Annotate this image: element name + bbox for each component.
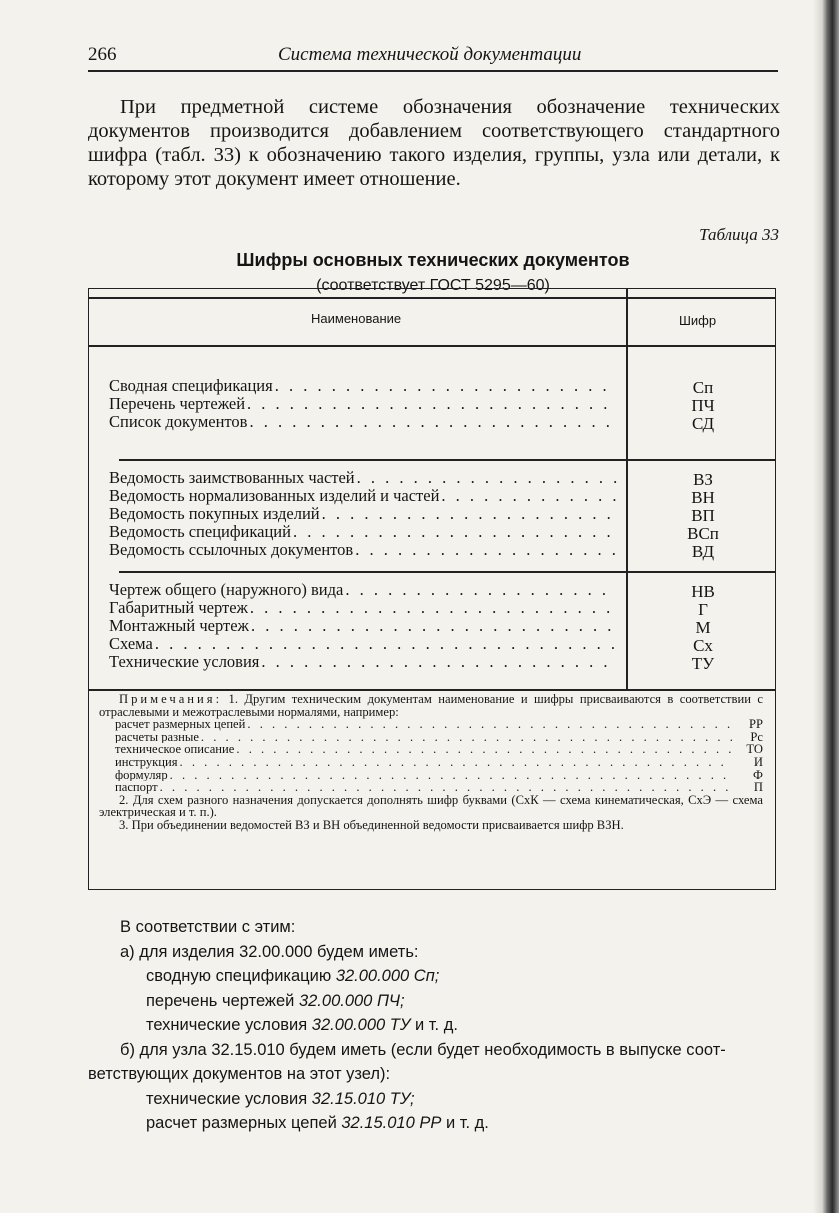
code-cell: ТУ	[691, 654, 715, 673]
table-row: Список документов . . .	[109, 413, 617, 431]
list-item: инструкция . . . И	[99, 756, 763, 769]
code-cell: Сп	[692, 378, 714, 397]
group-2	[109, 469, 617, 559]
list-item: расчеты разные . . . Рс	[99, 731, 763, 744]
code-cell: ВН	[691, 488, 715, 507]
table-row: Габаритный чертеж . . .	[109, 599, 617, 617]
list-item: расчет размерных цепей . . . РР	[99, 718, 763, 731]
page-number: 266	[88, 44, 117, 65]
header-rule	[88, 70, 778, 72]
column-divider	[626, 289, 628, 689]
code-cell: ВЗ	[693, 470, 713, 489]
table-title: Шифры основных технических документов	[236, 250, 630, 270]
header-bottom-rule	[89, 345, 775, 347]
running-title: Система технической документации	[278, 44, 582, 65]
table-top-rule	[89, 297, 775, 299]
list-item: технические условия 32.00.000 ТУ и т. д.	[146, 1016, 458, 1034]
group-3-codes	[629, 583, 777, 673]
list-item: формуляр . . . Ф	[99, 769, 763, 782]
item-b-intro: б) для узла 32.15.010 будем иметь (если будет необходимость в выпуске соот-	[120, 1040, 726, 1059]
table-row: Чертеж общего (наружного) вида . . .	[109, 581, 617, 599]
note-1-text: 1. Другим техническим документам наименование и шифры присваиваются в соответствии с отраслевыми и межотраслевыми нормалями, например:	[99, 692, 763, 719]
code-cell: ВСп	[687, 524, 719, 543]
body-text	[88, 915, 780, 1136]
table-row: Ведомость ссылочных документов . . .	[109, 541, 617, 559]
intro-paragraph	[88, 95, 780, 191]
code-cell: Г	[698, 600, 708, 619]
column-header-name: Наименование	[311, 311, 402, 326]
lead-line: В соответствии с этим:	[120, 918, 296, 936]
code-cell: ВД	[691, 542, 715, 561]
note-2: 2. Для схем разного назначения допускается дополнять шифр буквами (СхК — схема кинематическая, СхЭ — схема электрическая и т. п.).	[99, 792, 763, 820]
page-header	[88, 40, 778, 68]
code-cell: ВП	[691, 506, 715, 525]
list-item: технические условия 32.15.010 ТУ;	[146, 1089, 415, 1108]
column-header-code: Шифр	[679, 313, 717, 328]
table-row: Схема . . .	[109, 635, 617, 653]
code-cell: СД	[691, 414, 715, 433]
group-1-codes	[629, 379, 777, 433]
group-3	[109, 581, 617, 671]
table-row: Ведомость спецификаций . . .	[109, 523, 617, 541]
table-row: Технические условия . . .	[109, 653, 617, 671]
code-cell: М	[695, 618, 711, 637]
table-caption: Таблица 33	[699, 225, 779, 244]
note-1	[99, 693, 763, 718]
group-2-codes	[629, 471, 777, 561]
notes-label: Примечания:	[119, 692, 223, 706]
list-item: паспорт . . . П	[99, 781, 763, 794]
group-rule	[119, 571, 775, 573]
code-cell: НВ	[691, 582, 715, 601]
codes-table	[88, 288, 776, 890]
table-row: Сводная спецификация . . .	[109, 377, 617, 395]
list-item: перечень чертежей 32.00.000 ПЧ;	[146, 991, 405, 1010]
table-subtitle: (соответствует ГОСТ 5295—60)	[316, 277, 550, 294]
item-b-intro-cont: ветствующих документов на этот узел):	[88, 1065, 391, 1083]
page-edge-shadow	[813, 0, 839, 1213]
table-row: Ведомость заимствованных частей . . .	[109, 469, 617, 487]
list-item: расчет размерных цепей 32.15.010 РР и т. д.	[146, 1114, 489, 1132]
table-row: Ведомость покупных изделий . . .	[109, 505, 617, 523]
group-1	[109, 377, 617, 431]
note-3: 3. При объединении ведомостей ВЗ и ВН объединенной ведомости присваивается шифр ВЗН.	[119, 817, 624, 832]
table-row: Перечень чертежей . . .	[109, 395, 617, 413]
intro-text: При предметной системе обозначения обозначение технических документов производится добавлением соответствующего стандартного шифра (табл. 33) к обозначению такого изделия, группы, узла или детали, к которому этот документ имеет отношение.	[88, 96, 780, 190]
table-row: Ведомость нормализованных изделий и частей . . .	[109, 487, 617, 505]
list-item: техническое описание . . . ТО	[99, 743, 763, 756]
notes-rule	[89, 689, 775, 691]
table-notes	[99, 693, 763, 832]
list-item: сводную спецификацию 32.00.000 Сп;	[146, 967, 440, 985]
item-a-intro: а) для изделия 32.00.000 будем иметь:	[120, 942, 419, 961]
table-row: Монтажный чертеж . . .	[109, 617, 617, 635]
group-rule	[119, 459, 775, 461]
code-cell: ПЧ	[691, 396, 715, 415]
code-cell: Сх	[693, 636, 713, 655]
